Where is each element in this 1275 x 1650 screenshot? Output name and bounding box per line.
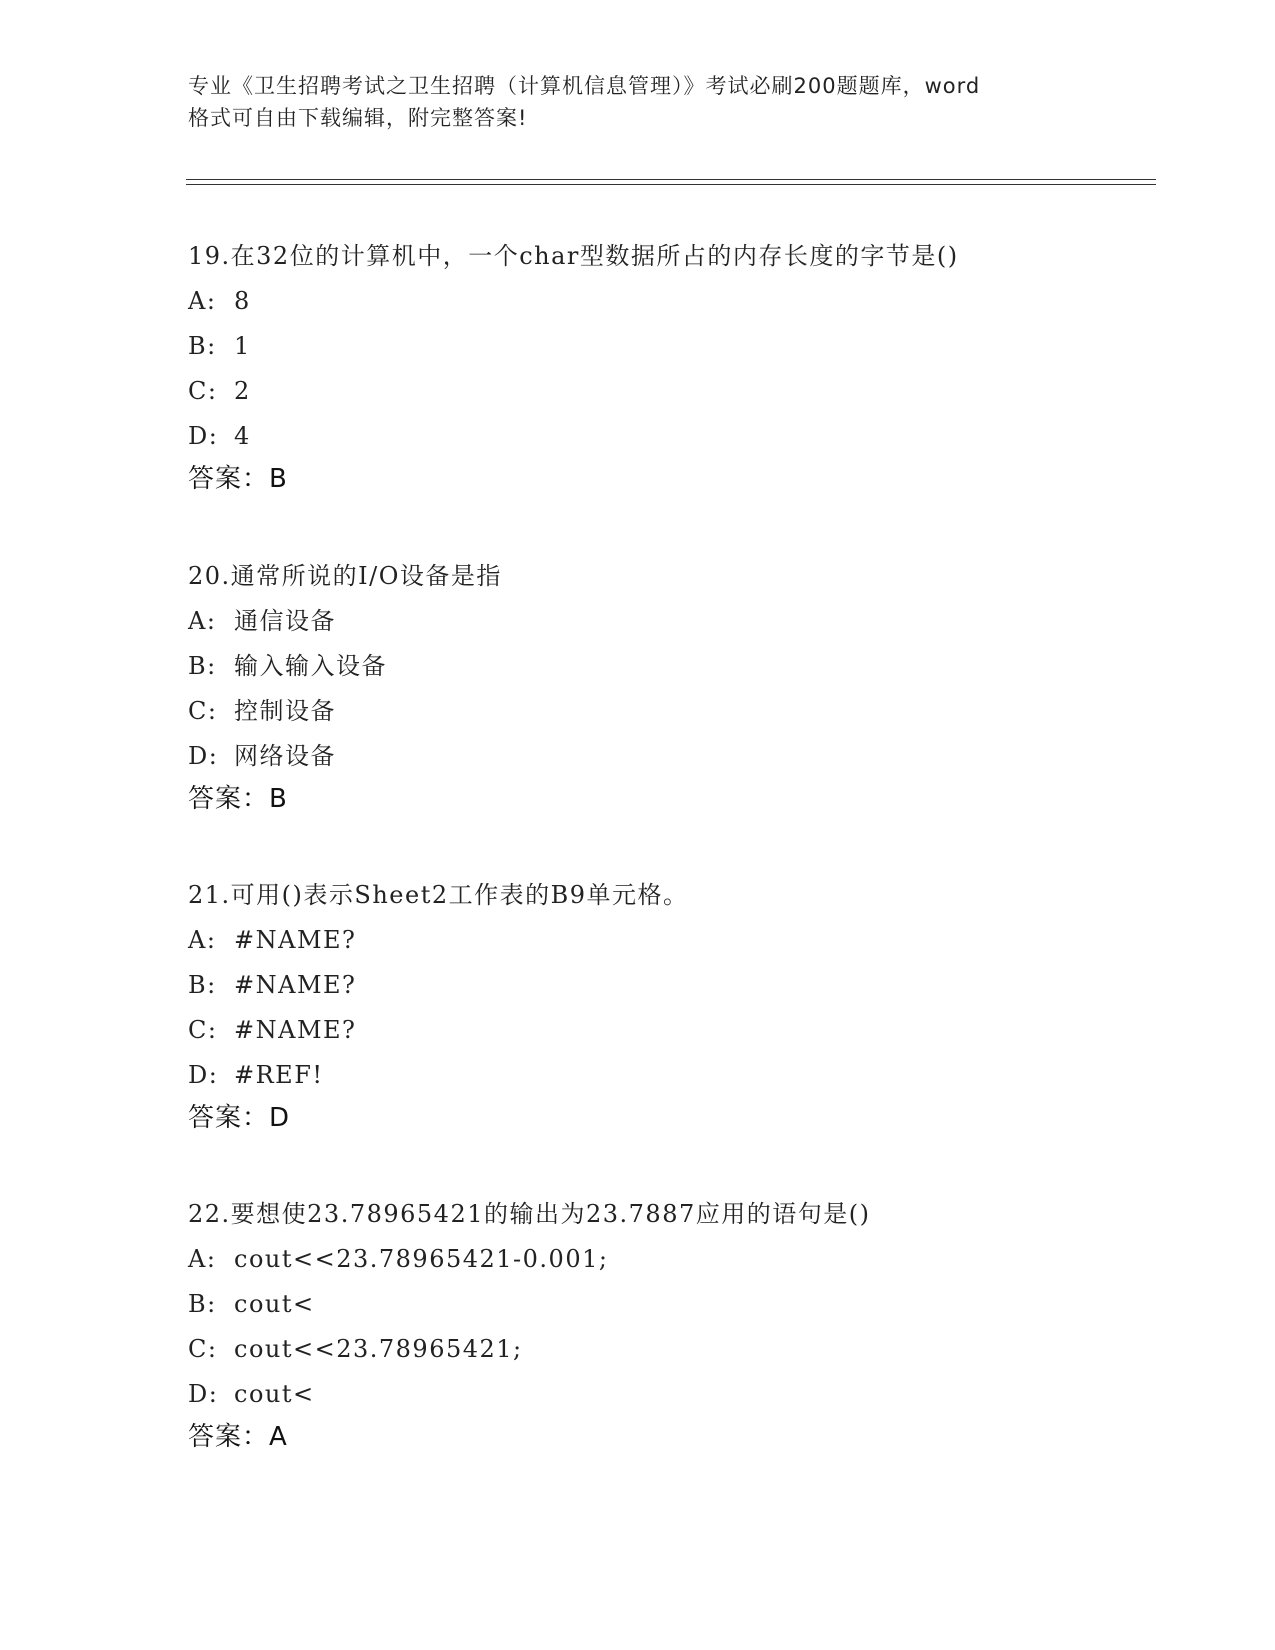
option-text: 网络设备 <box>234 742 336 770</box>
question-22 <box>188 1198 1148 1453</box>
option-key: D: <box>188 422 219 450</box>
option-b <box>188 1288 1148 1320</box>
option-text: cout< <box>234 1290 315 1318</box>
option-b <box>188 969 1148 1001</box>
option-text: cout<<23.78965421-0.001; <box>234 1245 609 1273</box>
option-d <box>188 420 1148 452</box>
option-text: 8 <box>234 287 251 315</box>
header-title-line-2: 格式可自由下载编辑，附完整答案! <box>188 106 528 130</box>
option-a <box>188 605 1148 637</box>
option-text: #NAME? <box>234 926 357 954</box>
option-key: D: <box>188 742 219 770</box>
option-a <box>188 924 1148 956</box>
question-21 <box>188 879 1148 1134</box>
option-text: 2 <box>234 377 251 405</box>
option-text: 通信设备 <box>234 607 336 635</box>
option-c <box>188 1014 1148 1046</box>
option-text: #REF! <box>234 1061 324 1089</box>
answer-line: 答案：A <box>188 1422 288 1452</box>
option-text: #NAME? <box>234 971 357 999</box>
option-key: C: <box>188 377 218 405</box>
answer-line: 答案：B <box>188 464 288 494</box>
option-c <box>188 695 1148 727</box>
header-title-line-1: 专业《卫生招聘考试之卫生招聘（计算机信息管理）》考试必刷200题题库，word <box>188 74 981 98</box>
option-key: B: <box>188 1290 217 1318</box>
option-key: D: <box>188 1380 219 1408</box>
header-divider-bottom <box>186 184 1156 185</box>
question-stem: 22.要想使23.78965421的输出为23.7887应用的语句是() <box>188 1200 871 1228</box>
option-c <box>188 1333 1148 1365</box>
option-b <box>188 650 1148 682</box>
option-text: 控制设备 <box>234 697 336 725</box>
answer-line: 答案：D <box>188 1103 291 1133</box>
option-key: A: <box>188 287 217 315</box>
document-header <box>188 70 1088 134</box>
option-text: 4 <box>234 422 251 450</box>
option-a <box>188 285 1148 317</box>
header-divider-top <box>186 179 1156 180</box>
question-stem: 19.在32位的计算机中，一个char型数据所占的内存长度的字节是() <box>188 242 959 270</box>
option-a <box>188 1243 1148 1275</box>
question-19 <box>188 240 1148 495</box>
option-key: A: <box>188 1245 217 1273</box>
option-key: C: <box>188 697 218 725</box>
option-key: C: <box>188 1335 218 1363</box>
question-stem: 20.通常所说的I/O设备是指 <box>188 562 502 590</box>
option-text: cout<<23.78965421; <box>234 1335 523 1363</box>
option-key: D: <box>188 1061 219 1089</box>
option-d <box>188 1378 1148 1410</box>
option-key: A: <box>188 607 217 635</box>
option-b <box>188 330 1148 362</box>
option-key: C: <box>188 1016 218 1044</box>
option-d <box>188 1059 1148 1091</box>
option-text: 输入输入设备 <box>234 652 387 680</box>
option-key: B: <box>188 971 217 999</box>
answer-line: 答案：B <box>188 784 288 814</box>
option-text: #NAME? <box>234 1016 357 1044</box>
option-key: B: <box>188 332 217 360</box>
option-text: 1 <box>234 332 251 360</box>
option-text: cout< <box>234 1380 315 1408</box>
question-20 <box>188 560 1148 815</box>
option-key: A: <box>188 926 217 954</box>
option-key: B: <box>188 652 217 680</box>
option-c <box>188 375 1148 407</box>
option-d <box>188 740 1148 772</box>
question-stem: 21.可用()表示Sheet2工作表的B9单元格。 <box>188 881 689 909</box>
